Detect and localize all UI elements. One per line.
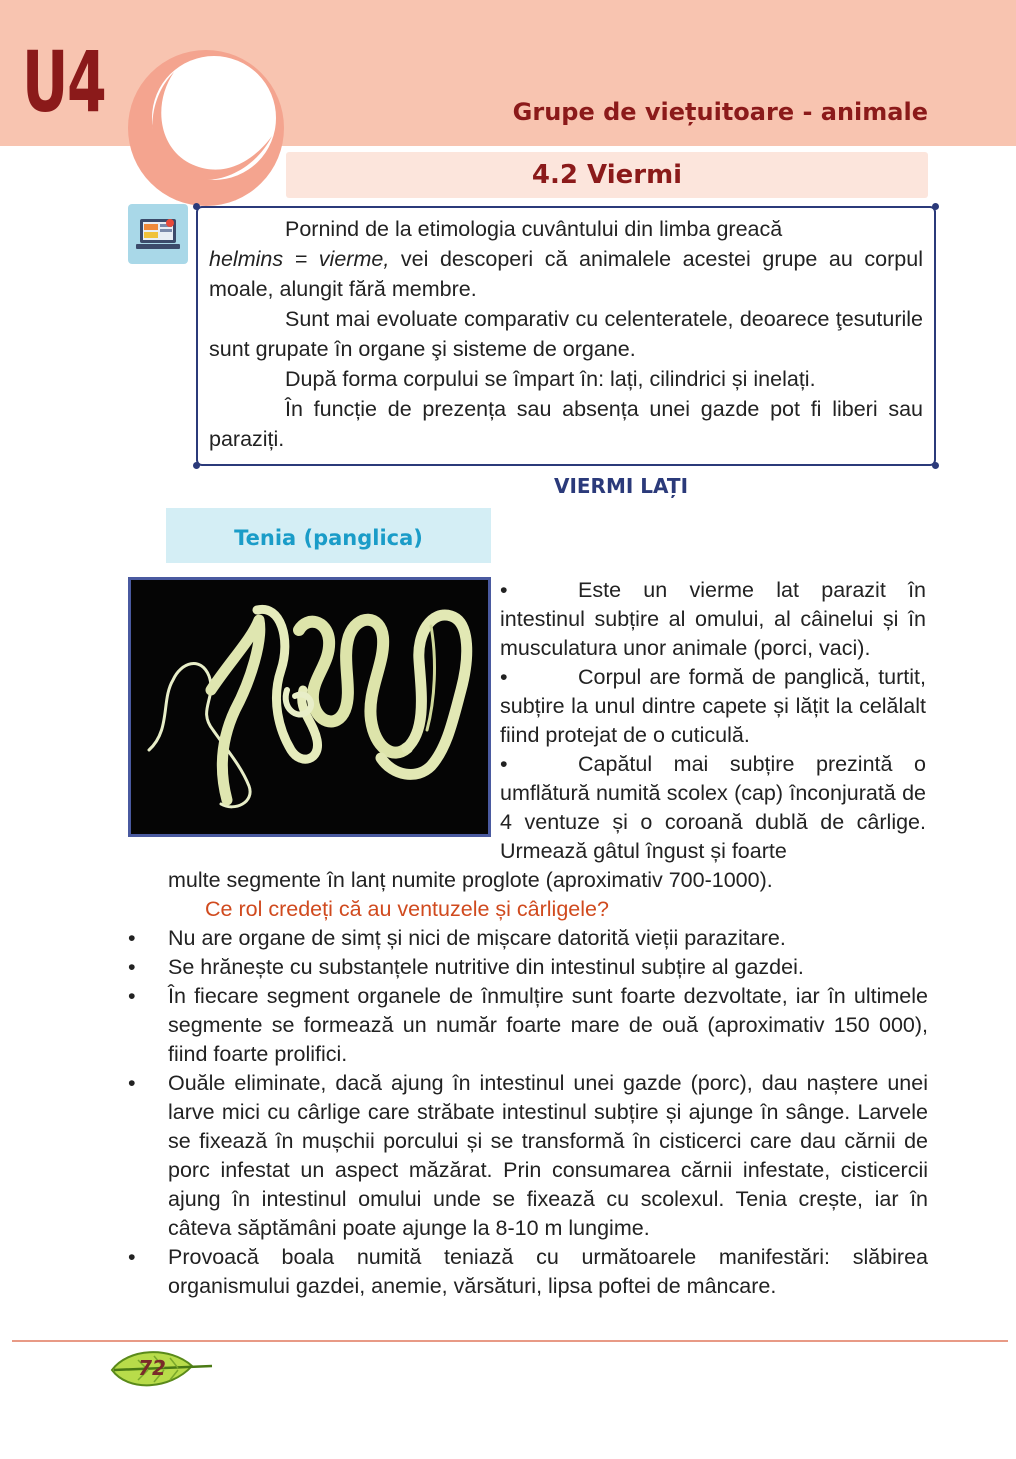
intro-paragraph-2: Sunt mai evoluate comparativ cu celenteratele, deoarece ţesuturile sunt grupate în organe şi sisteme de organe.: [209, 307, 923, 361]
page-number: 72: [138, 1356, 166, 1380]
bullet-mark: •: [500, 752, 508, 776]
list-item: • Ouăle eliminate, dacă ajung în intestinul unei gazde (porc), dau naștere unei larve mici cu cârlige care străbate intestinul subțire și ajunge în sânge. Larvele se fixează în mușchii porcului și se transformă în cisticerci care dau cărnii de porc infestat un aspect măzărat. Prin consumarea cărnii infestate, cisticercii ajung în intestinul omului unde se fixează cu scolexul. Tenia crește, iar în câteva săptămâni poate ajunge la 8-10 m lungime.: [126, 1069, 928, 1243]
side-text: [500, 576, 926, 866]
chapter-title: Grupe de viețuitoare - animale: [512, 98, 928, 126]
corner-dot: [193, 203, 200, 210]
intro-paragraph-4: În funcție de prezența sau absența unei gazde pot fi liberi sau paraziți.: [209, 397, 923, 451]
tapeworm-illustration: [131, 580, 488, 834]
intro-term: helmins = vierme,: [209, 247, 390, 271]
intro-p1-lead: Pornind de la etimologia cuvântului din limba greacă: [285, 217, 783, 241]
side-text-continuation: multe segmente în lanț numite proglote (aproximativ 700-1000).: [168, 868, 773, 892]
corner-dot: [932, 462, 939, 469]
list-item: • În fiecare segment organele de înmulțire sunt foarte dezvoltate, iar în ultimele segmente se formează un număr foarte mare de ouă (aproximativ 150 000), fiind foarte prolifici.: [126, 982, 928, 1069]
list-item: • Nu are organe de simț și nici de mișcare datorită vieții parazitare.: [126, 924, 928, 953]
bullet-mark: •: [500, 578, 508, 602]
intro-box: [196, 206, 936, 466]
footer-rule: [12, 1340, 1008, 1342]
section-heading: VIERMI LAȚI: [553, 474, 689, 498]
intro-paragraph-3: După forma corpului se împart în: lați, cilindrici și inelați.: [285, 367, 816, 391]
side-bullet-1: Este un vierme lat parazit în intestinul subțire al omului, al câinelui și în musculatura unor animale (porci, vaci).: [500, 578, 926, 660]
bullet-mark: •: [500, 665, 508, 689]
subheading: Tenia (panglica): [234, 526, 423, 550]
intro-p1-rest: vei descoperi că animalele acestei grupe au corpul moale, alungit fără membre.: [209, 247, 923, 301]
list-item: • Provoacă boala numită teniază cu următoarele manifestări: slăbirea organismului gazdei, anemie, vărsături, lipsa poftei de mâncare.: [126, 1243, 928, 1301]
list-item: • Se hrănește cu substanțele nutritive din intestinul subțire al gazdei.: [126, 953, 928, 982]
swirl-ornament: [126, 48, 286, 208]
question-prompt: Ce rol credeți că au ventuzele și cârligele?: [205, 897, 609, 921]
tapeworm-photo: [128, 577, 491, 837]
bullet-list: [126, 924, 928, 1301]
laptop-icon: [128, 204, 188, 264]
side-bullet-3: Capătul mai subțire prezintă o umflătură numită scolex (cap) înconjurată de 4 ventuze și o coroană dublă de cârlige. Urmează gâtul îngust și foarte: [500, 752, 926, 863]
unit-label: U4: [22, 33, 106, 131]
lesson-title: 4.2 Viermi: [531, 160, 683, 190]
corner-dot: [193, 462, 200, 469]
intro-paragraph-1: [209, 214, 923, 304]
side-bullet-2: Corpul are formă de panglică, turtit, subțire la unul dintre capete și lățit la celălalt fiind protejat de o cuticulă.: [500, 665, 926, 747]
corner-dot: [932, 203, 939, 210]
